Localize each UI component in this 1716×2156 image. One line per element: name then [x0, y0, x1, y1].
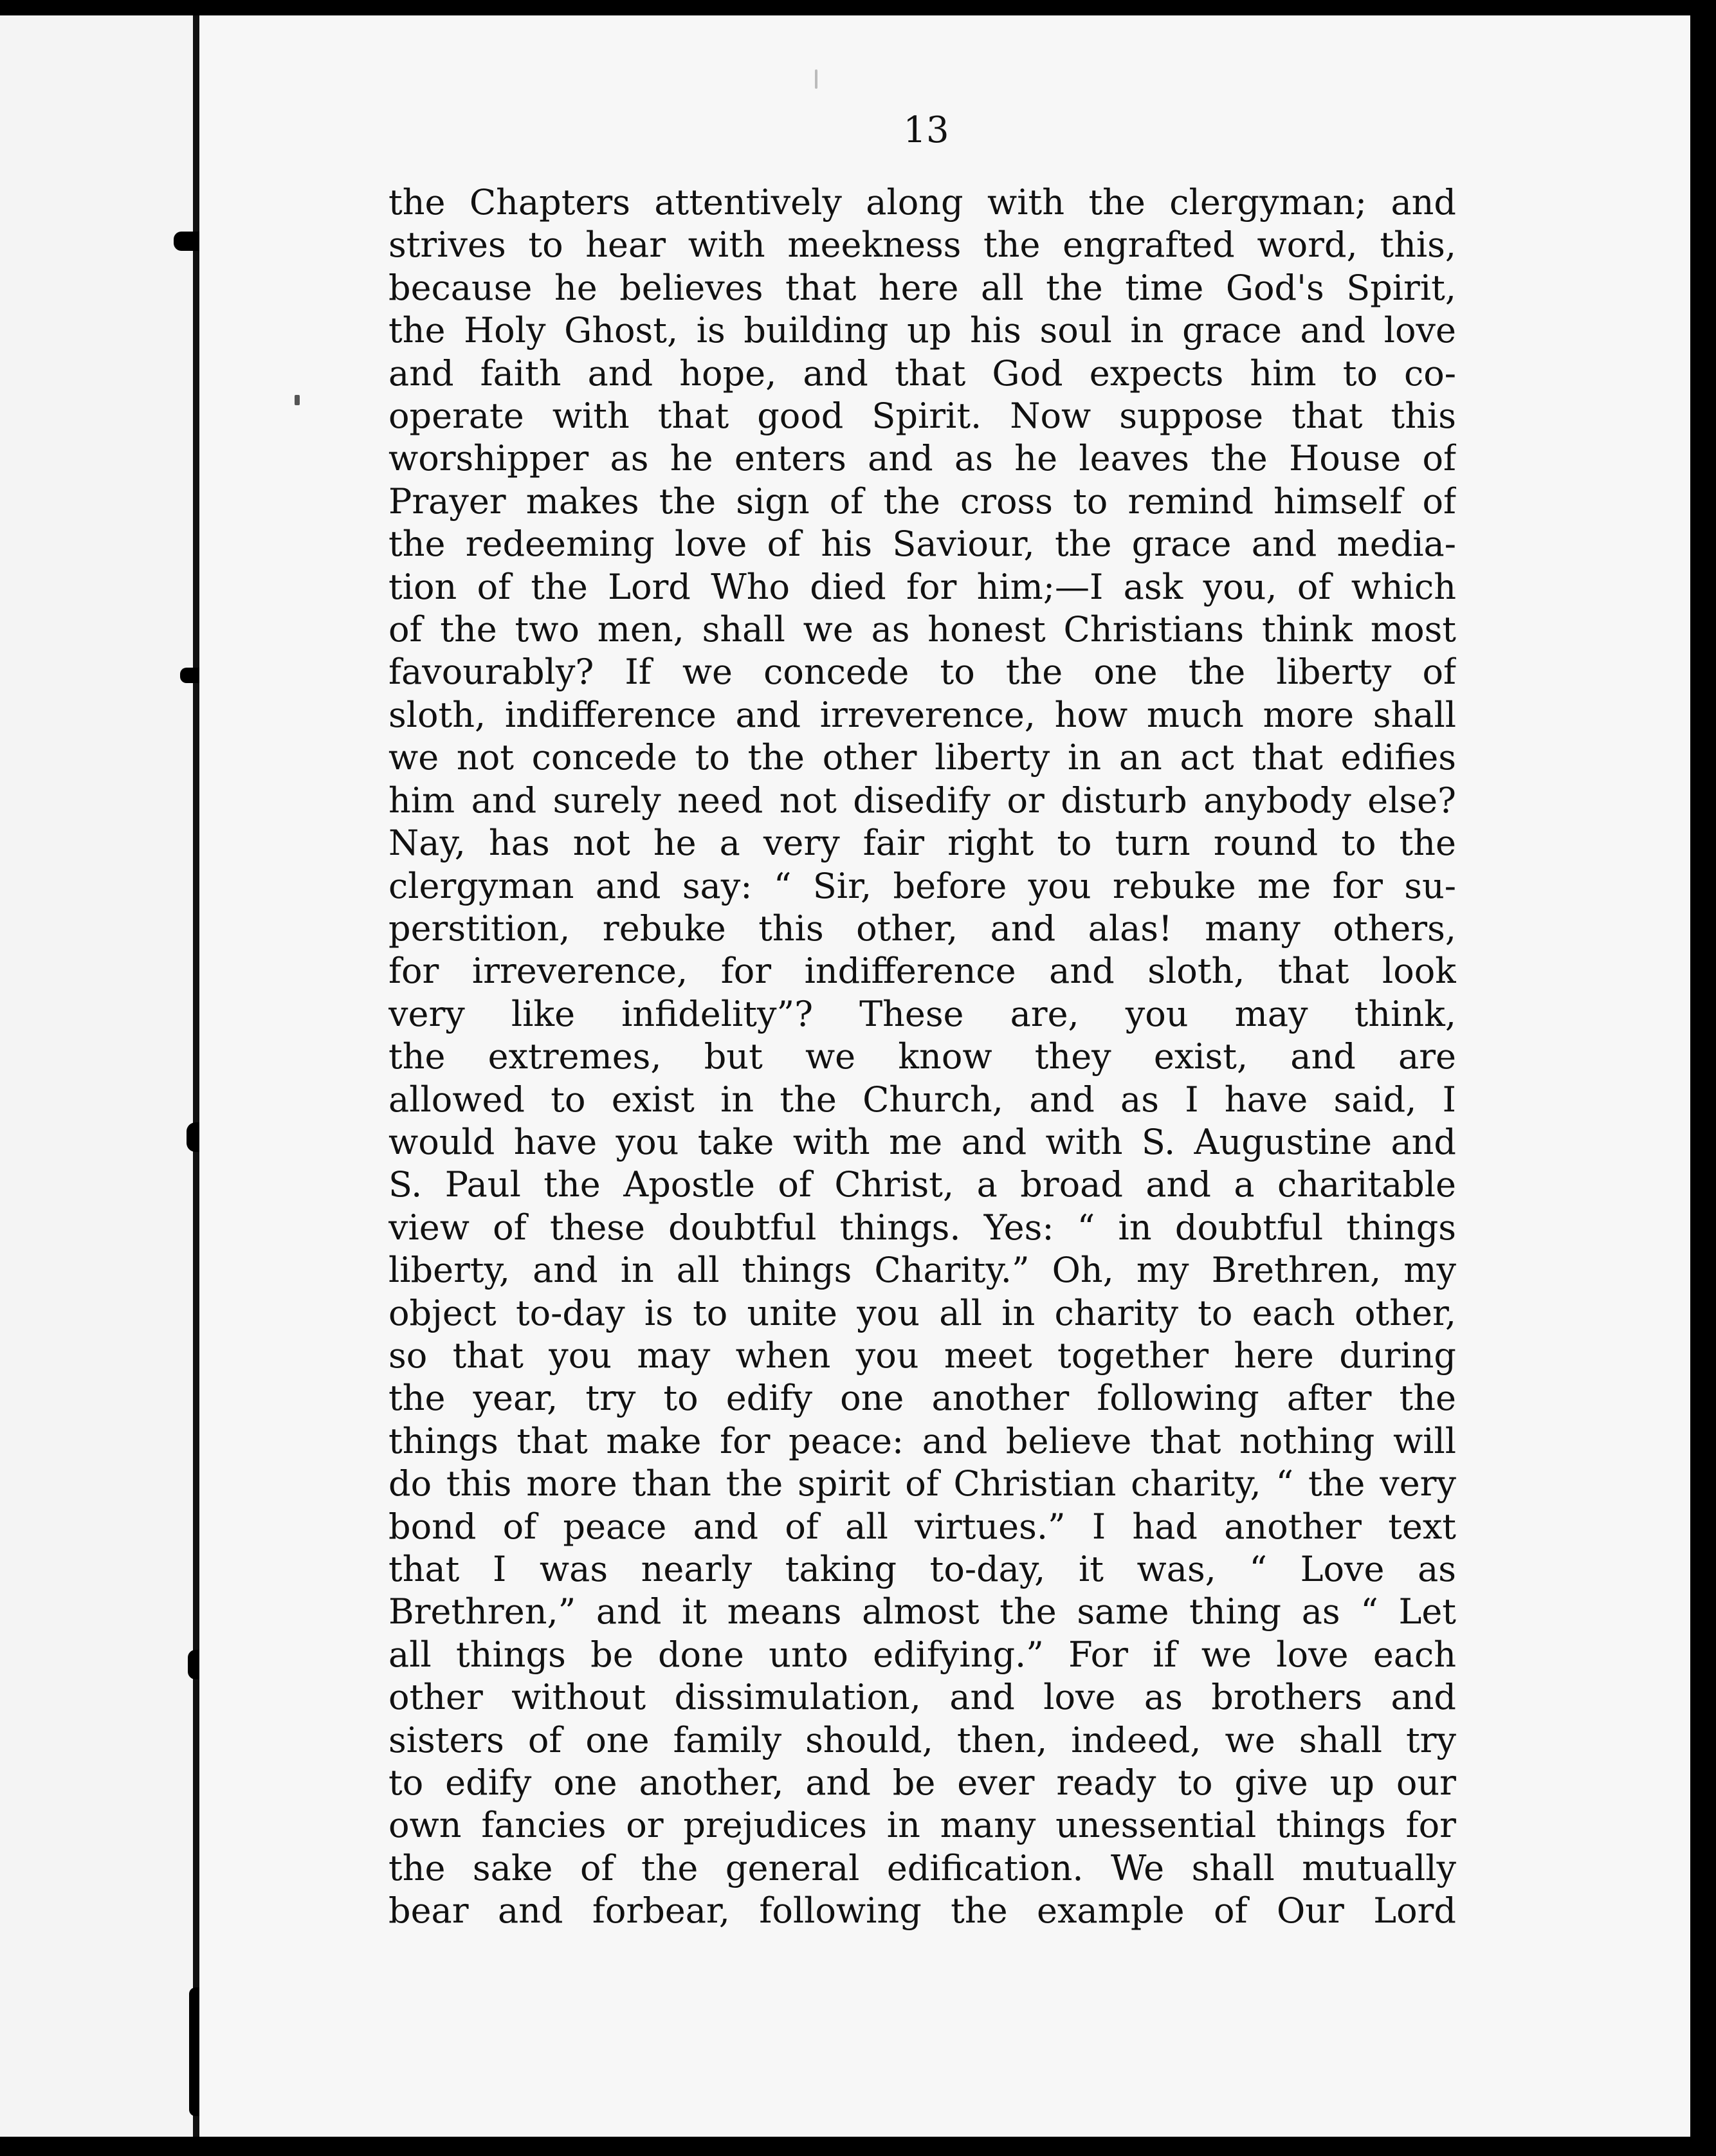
text-line: clergyman and say: “ Sir, before you rebuke me for su- — [388, 865, 1456, 906]
text-line: all things be done unto edifying.” For if we love each — [388, 1634, 1456, 1675]
text-line: strives to hear with meekness the engrafted word, this, — [388, 224, 1456, 266]
text-line: liberty, and in all things Charity.” Oh, my Brethren, my — [388, 1250, 1456, 1291]
text-line: so that you may when you meet together here during — [388, 1335, 1456, 1376]
text-line: we not concede to the other liberty in an act that edifies — [388, 737, 1456, 778]
text-line: object to-day is to unite you all in charity to each other, — [388, 1292, 1456, 1333]
text-line: allowed to exist in the Church, and as I have said, I — [388, 1079, 1456, 1120]
page-number: 13 — [903, 109, 949, 151]
text-line: and faith and hope, and that God expects him to co- — [388, 352, 1456, 394]
text-line: him and surely need not disedify or disturb anybody else? — [388, 780, 1456, 821]
text-line: do this more than the spirit of Christian charity, “ the very — [388, 1463, 1456, 1504]
text-line: to edify one another, and be ever ready to give up our — [388, 1762, 1456, 1804]
text-line: worshipper as he enters and as he leaves the House of — [388, 438, 1456, 479]
left-page-margin — [0, 15, 193, 2137]
text-line: would have you take with me and with S. Augustine and — [388, 1121, 1456, 1162]
text-line: other without dissimulation, and love as brothers and — [388, 1677, 1456, 1718]
text-line: S. Paul the Apostle of Christ, a broad and a charitable — [388, 1164, 1456, 1205]
text-line: the Chapters attentively along with the clergyman; and — [388, 182, 1456, 223]
text-line: sloth, indifference and irreverence, how much more shall — [388, 694, 1456, 735]
text-line: Nay, has not he a very fair right to turn round to the — [388, 823, 1456, 864]
text-line: sisters of one family should, then, indeed, we shall try — [388, 1719, 1456, 1760]
text-line: because he believes that here all the time God's Spirit, — [388, 267, 1456, 308]
text-line: Brethren,” and it means almost the same thing as “ Let — [388, 1591, 1456, 1632]
text-line: the redeeming love of his Saviour, the grace and media- — [388, 524, 1456, 565]
text-line: that I was nearly taking to-day, it was, “ Love as — [388, 1549, 1456, 1589]
text-line: tion of the Lord Who died for him;—I ask you, of which — [388, 566, 1456, 607]
text-line: the extremes, but we know they exist, and are — [388, 1036, 1456, 1077]
text-line: own fancies or prejudices in many unessential things for — [388, 1805, 1456, 1846]
text-line: things that make for peace: and believe that nothing will — [388, 1420, 1456, 1461]
text-line: of the two men, shall we as honest Christians think most — [388, 609, 1456, 650]
text-line: the Holy Ghost, is building up his soul in grace and love — [388, 310, 1456, 351]
text-line: operate with that good Spirit. Now suppose that this — [388, 396, 1456, 437]
paper-speck — [295, 395, 300, 405]
text-line: very like infidelity”? These are, you may think, — [388, 993, 1456, 1034]
text-line: perstition, rebuke this other, and alas! many others, — [388, 908, 1456, 949]
binding-gutter — [193, 15, 199, 2137]
text-line: bear and forbear, following the example of Our Lord — [388, 1890, 1456, 1932]
text-line: bond of peace and of all virtues.” I had another text — [388, 1506, 1456, 1547]
text-line: the sake of the general edification. We shall mutually — [388, 1847, 1456, 1888]
text-line: favourably? If we concede to the one the liberty of — [388, 652, 1456, 693]
body-text — [388, 181, 1456, 1933]
text-line: Prayer makes the sign of the cross to remind himself of — [388, 480, 1456, 522]
text-line: view of these doubtful things. Yes: “ in doubtful things — [388, 1207, 1456, 1248]
text-line: for irreverence, for indifference and sloth, that look — [388, 951, 1456, 992]
paper-speck — [815, 69, 817, 89]
text-line: the year, try to edify one another following after the — [388, 1378, 1456, 1419]
